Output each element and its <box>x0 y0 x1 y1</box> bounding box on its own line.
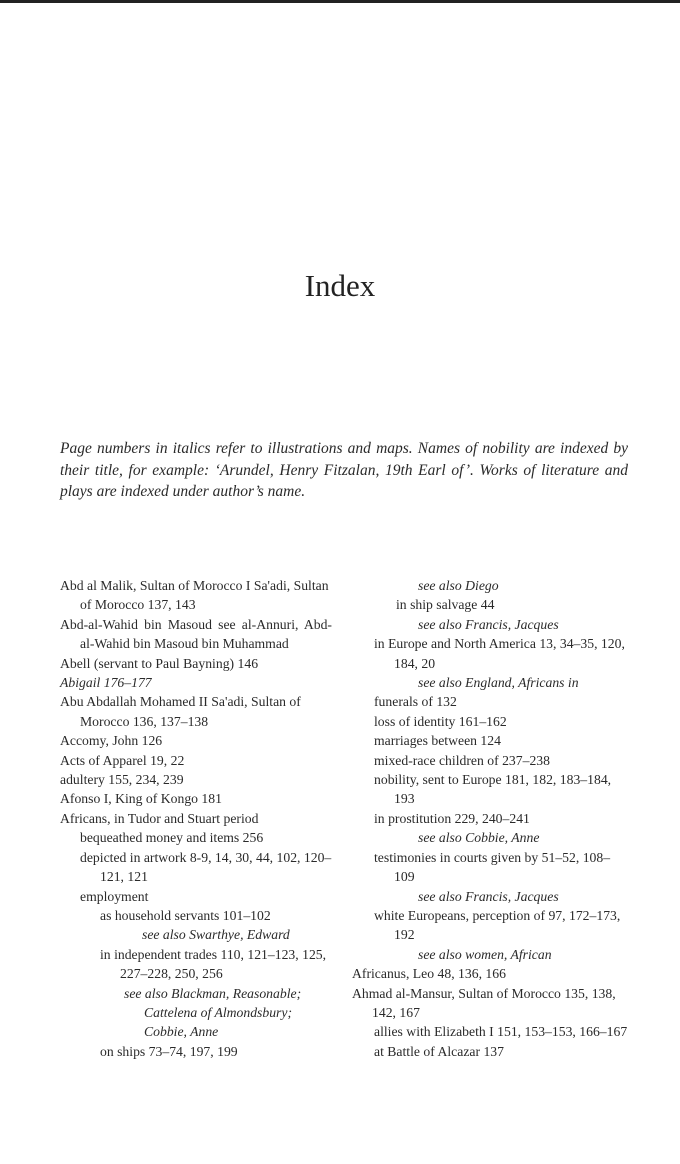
index-see-also: see also Francis, Jacques <box>418 616 559 632</box>
index-intro-note: Page numbers in italics refer to illustrations and maps. Names of nobility are indexed by their title, for example: ‘Arundel, Henry Fitzalan, 19th Earl of’. Works of literature and plays are indexed under author’s name. <box>60 440 628 500</box>
index-see-also: see also women, African <box>418 946 552 962</box>
index-subsubentry: in ship salvage 44 <box>396 597 495 613</box>
index-subentry: bequeathed money and items 256 <box>80 830 264 846</box>
index-subentry: at Battle of Alcazar 137 <box>374 1043 504 1059</box>
index-entry: Abd al Malik, Sultan of Morocco I Sa'adi, Sultan of Morocco 137, 143 <box>60 578 329 613</box>
index-entry: Abigail 176–177 <box>60 675 152 691</box>
index-entry: Abu Abdallah Mohamed II Sa'adi, Sultan of Morocco 136, 137–138 <box>60 694 301 729</box>
index-entry: Accomy, John 126 <box>60 733 163 749</box>
index-entry: Ahmad al-Mansur, Sultan of Morocco 135, 138, 142, 167 <box>352 985 616 1020</box>
index-see-also: see also Cobbie, Anne <box>418 830 540 846</box>
index-see-also: see also England, Africans in <box>418 675 579 691</box>
index-see-also: see also Diego <box>418 578 499 593</box>
index-subentry: nobility, sent to Europe 181, 182, 183–184, 193 <box>374 772 612 807</box>
index-entry: Acts of Apparel 19, 22 <box>60 752 185 768</box>
index-left-column <box>60 576 332 1061</box>
index-entry: Abd-al-Wahid bin Masoud see al-Annuri, Abd-al-Wahid bin Masoud bin Muhammad <box>60 616 332 652</box>
index-subentry: in prostitution 229, 240–241 <box>374 810 530 826</box>
index-subentry: mixed-race children of 237–238 <box>374 752 550 768</box>
index-subsubentry: as household servants 101–102 <box>100 907 271 923</box>
index-entry: Afonso I, King of Kongo 181 <box>60 791 222 807</box>
index-entry: Abell (servant to Paul Bayning) 146 <box>60 655 259 671</box>
index-subsubentry: in independent trades 110, 121–123, 125, 227–228, 250, 256 <box>100 946 327 982</box>
page-title: Index <box>304 268 376 303</box>
index-entry: Africans, in Tudor and Stuart period <box>60 810 259 826</box>
index-subentry: testimonies in courts given by 51–52, 108–109 <box>374 849 611 885</box>
index-subentry: employment <box>80 888 149 904</box>
index-subentry: in Europe and North America 13, 34–35, 120, 184, 20 <box>374 636 625 671</box>
index-subentry: loss of identity 161–162 <box>374 713 507 729</box>
index-see-also: see also Blackman, Reasonable; Cattelena of Almondsbury; Cobbie, Anne <box>124 985 302 1040</box>
index-subentry: white Europeans, perception of 97, 172–173, 192 <box>374 907 621 943</box>
index-subsubentry: on ships 73–74, 197, 199 <box>100 1043 238 1059</box>
index-subentry: depicted in artwork 8-9, 14, 30, 44, 102, 120–121, 121 <box>80 849 332 885</box>
index-see-also: see also Swarthye, Edward <box>142 927 290 943</box>
index-entry: adultery 155, 234, 239 <box>60 772 184 788</box>
index-subentry: funerals of 132 <box>374 694 457 710</box>
index-right-column <box>352 576 628 1061</box>
index-subentry: marriages between 124 <box>374 733 501 749</box>
top-rule <box>0 0 680 3</box>
index-entry: Africanus, Leo 48, 136, 166 <box>352 966 506 982</box>
index-see-also: see also Francis, Jacques <box>418 888 559 904</box>
index-subentry: allies with Elizabeth I 151, 153–153, 166–167 <box>374 1024 628 1040</box>
